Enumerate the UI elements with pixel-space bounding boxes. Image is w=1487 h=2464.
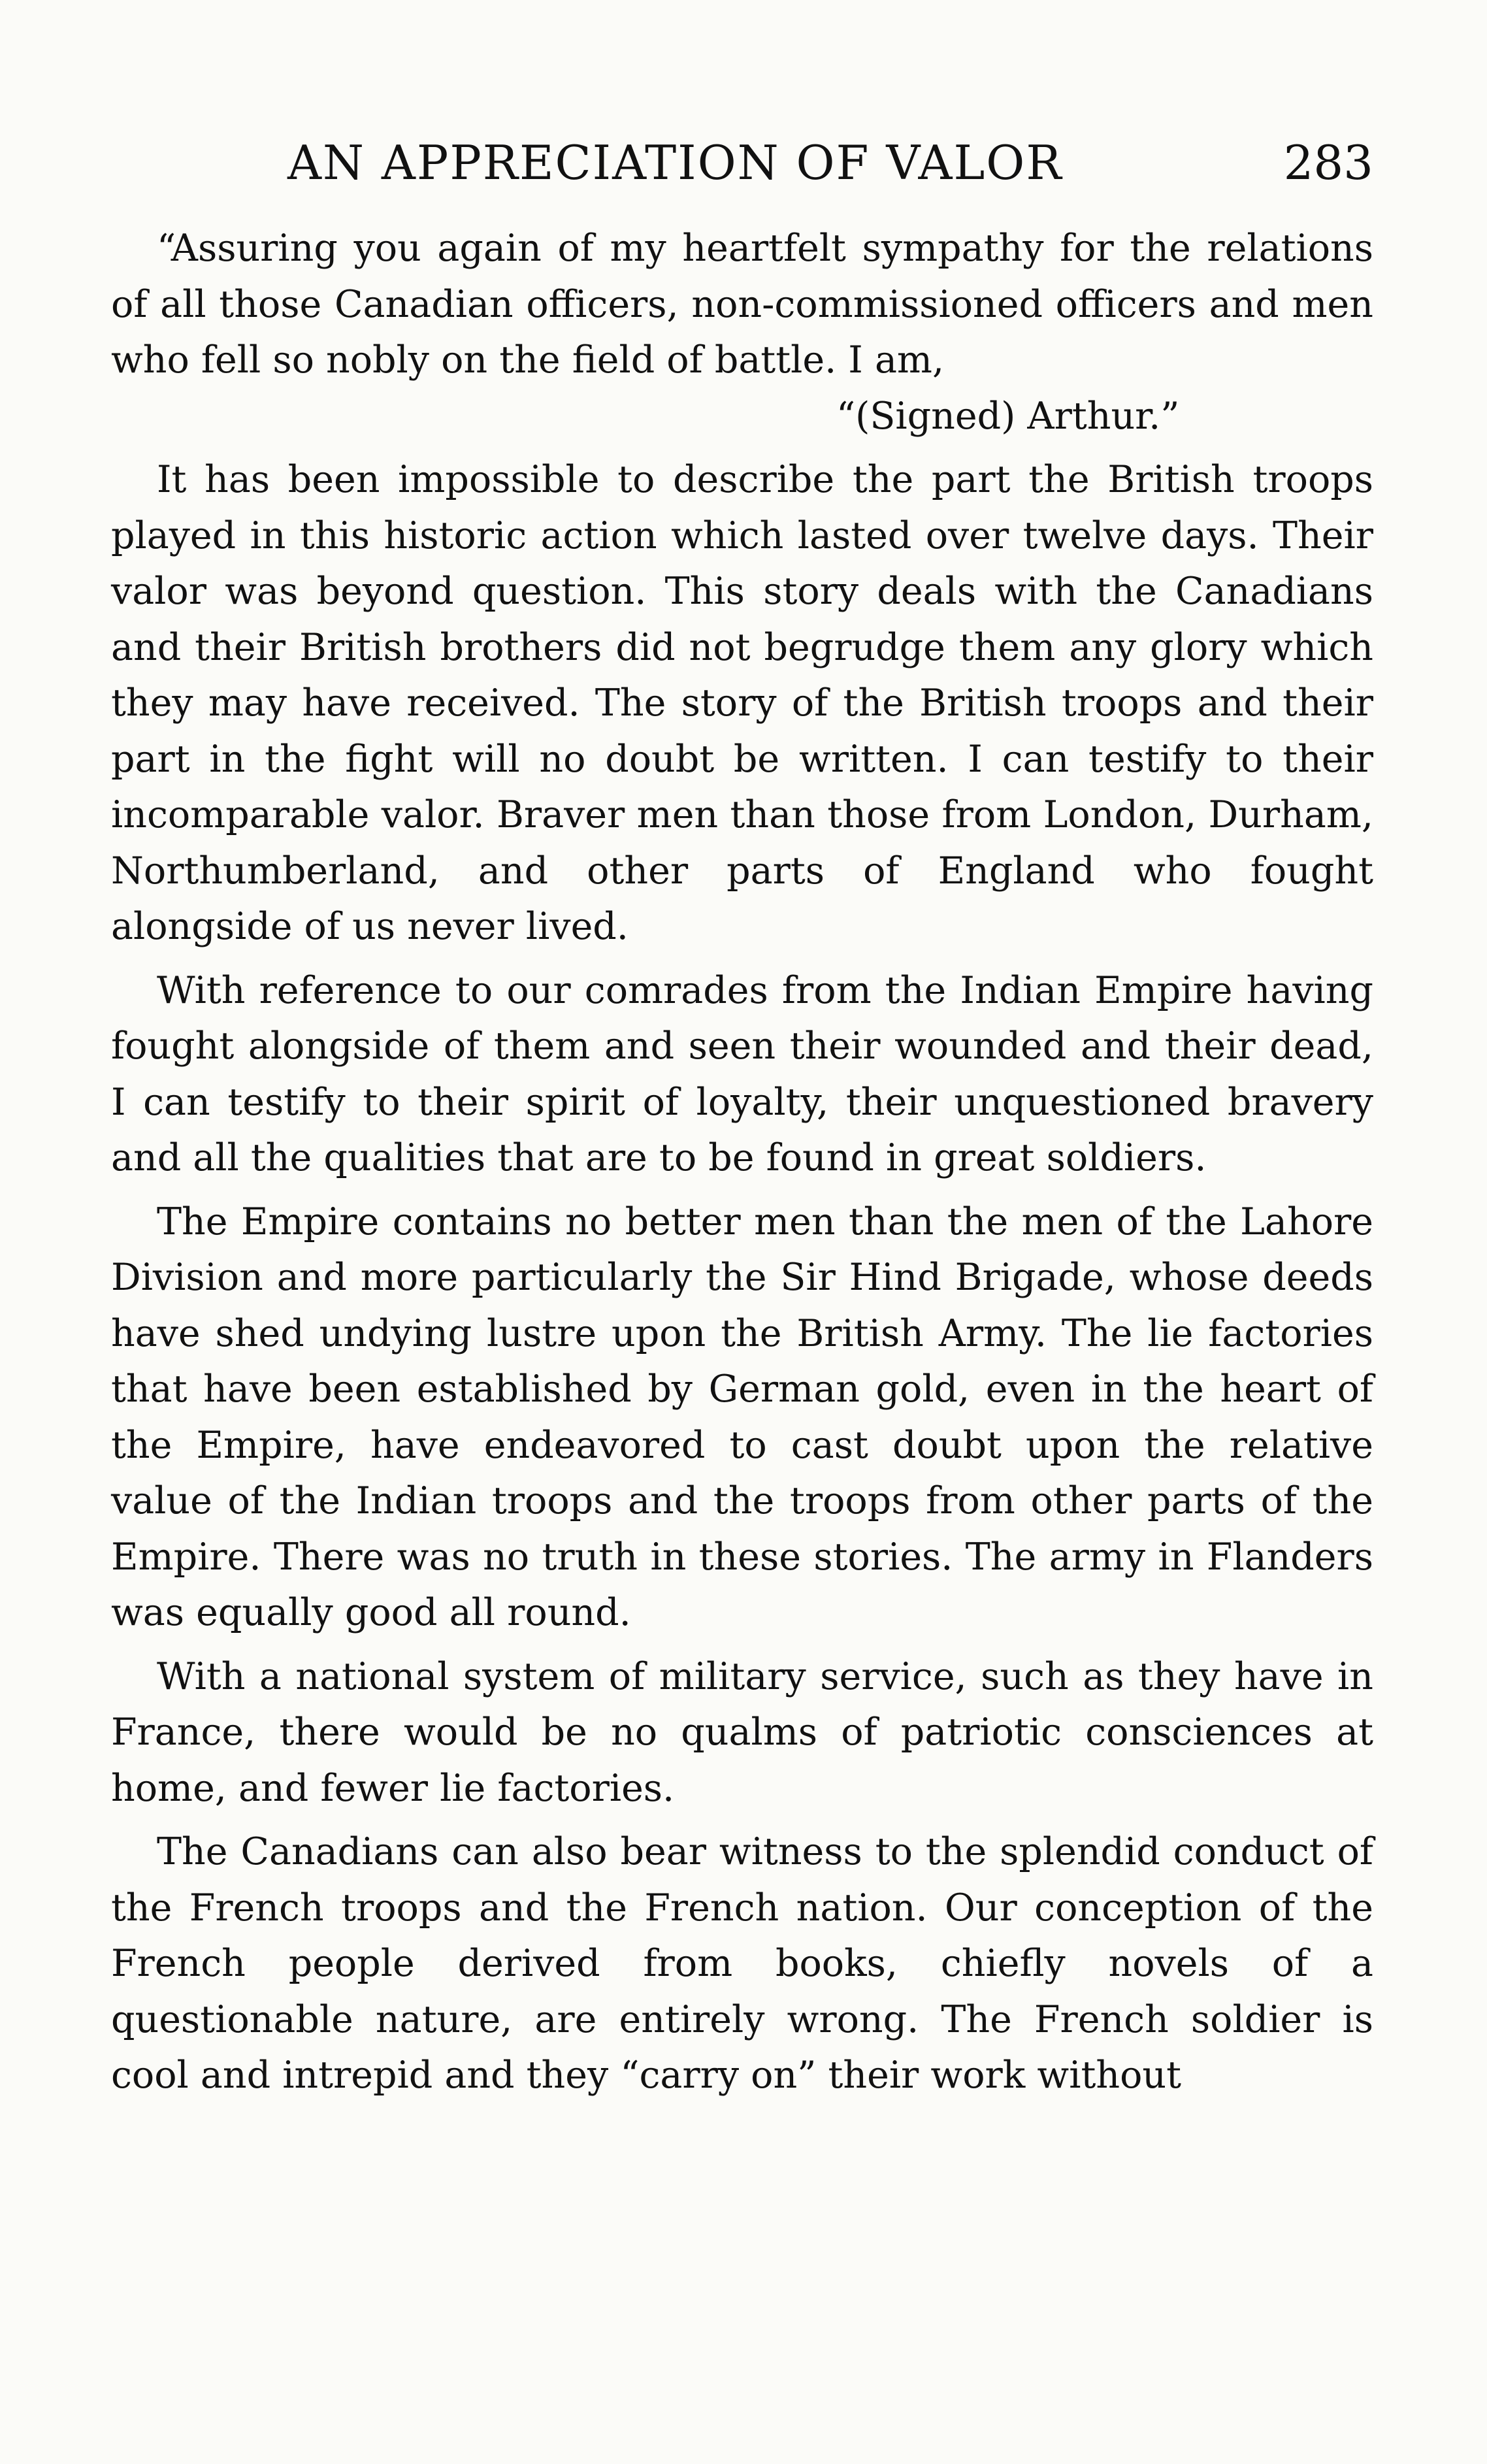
paragraph-military-service: With a national system of military service, such as they have in France, there would be no qualms of patriotic consciences at home, and fewer lie factories. <box>111 1654 1373 1810</box>
running-head <box>111 137 1373 209</box>
signature-line: “(Signed) Arthur.” <box>836 394 1180 438</box>
paragraph-letter-closing: “Assuring you again of my heartfelt sympathy for the relations of all those Canadian officers, non-commissioned officers and men who fell so nobly on the field of battle. I am, <box>111 227 1373 382</box>
book-page <box>111 137 1373 2112</box>
paragraph-indian-empire: With reference to our comrades from the Indian Empire having fought alongside of them and seen their wounded and their dead, I can testify to their spirit of loyalty, their unquestioned bravery and all the qualities that are to be found in great soldiers. <box>111 968 1373 1179</box>
paragraph-lahore-division: The Empire contains no better men than the men of the Lahore Division and more particularly the Sir Hind Brigade, whose deeds have shed undying lustre upon the British Army. The lie factories that have been established by German gold, even in the heart of the Empire, have endeavored to cast doubt upon the relative value of the Indian troops and the troops from other parts of the Empire. There was no truth in these stories. The army in Flanders was equally good all round. <box>111 1200 1373 1634</box>
paragraph-french-troops: The Canadians can also bear witness to the splendid conduct of the French troops and the French nation. Our conception of the French people derived from books, chiefly novels of a questionable nature, are entirely wrong. The French soldier is cool and intrepid and they “carry on” their work without <box>111 1830 1373 2097</box>
page-number: 283 <box>1283 135 1373 190</box>
paragraph-british-troops: It has been impossible to describe the part the British troops played in this historic action which lasted over twelve days. Their valor was beyond question. This story deals with the Canadians and their British brothers did not begrudge them any glory which they may have received. The story of the British troops and their part in the fight will no doubt be written. I can testify to their incomparable valor. Braver men than those from London, Durham, Northumberland, and other parts of England who fought alongside of us never lived. <box>111 458 1373 948</box>
running-title: AN APPRECIATION OF VALOR <box>287 135 1063 190</box>
